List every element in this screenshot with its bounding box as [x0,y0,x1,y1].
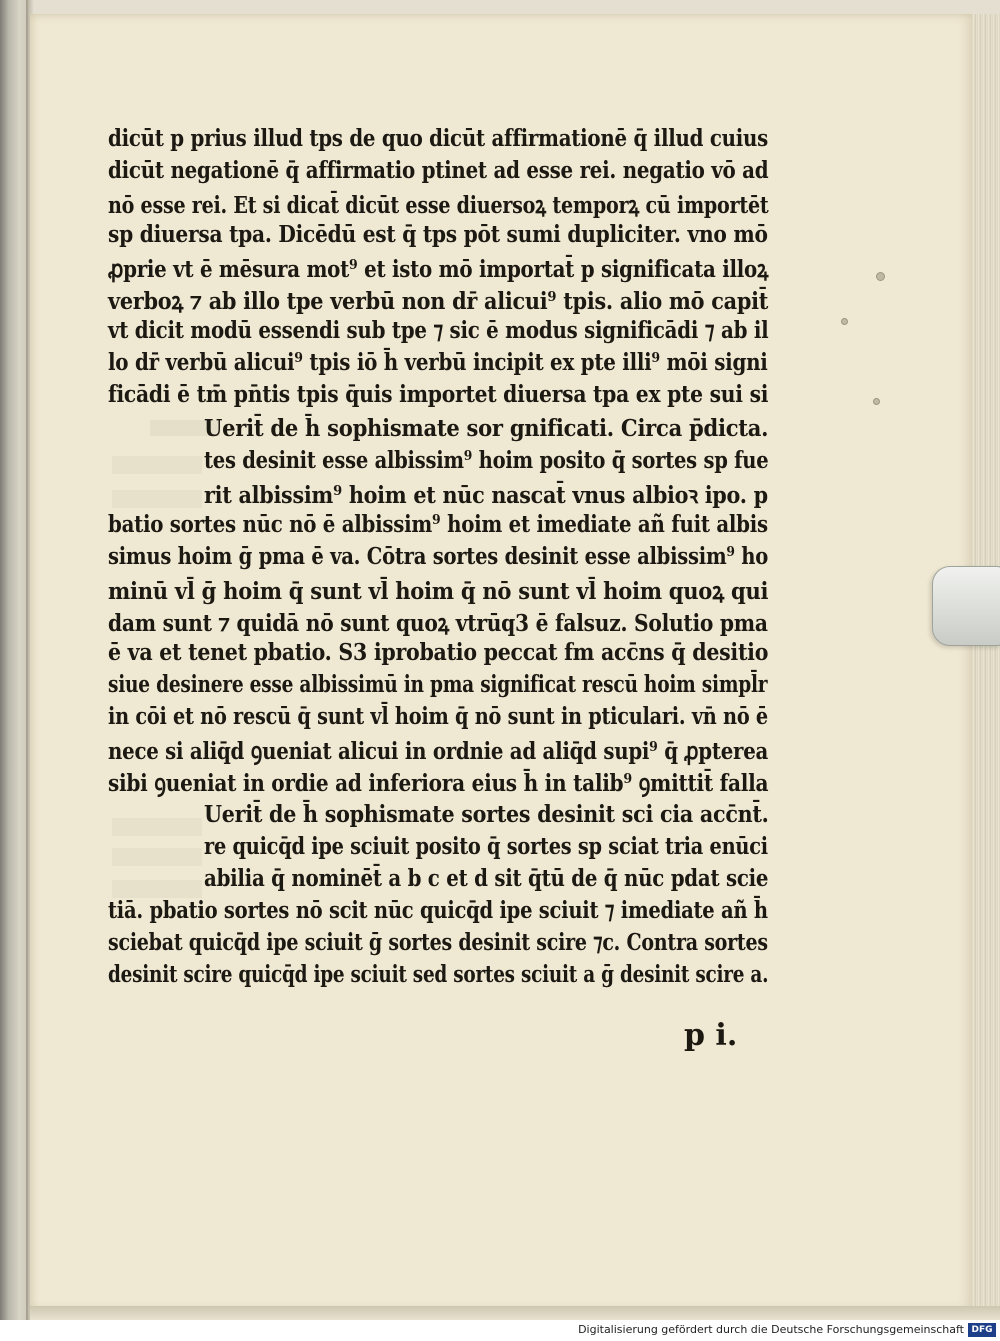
text-line: vt dicit modū essendi sub tpe ⁊ sic ē modus significādi ⁊ ab il [108,316,769,344]
text-line: tiā. pbatio sortes nō scit nūc quicq̄d ipe sciuit ⁊ imediate añ h̄ [108,896,768,924]
text-line: lo dr̄ verbū alicui⁹ tpis iō h̄ verbū incipit ex pte illi⁹ mōi signi [108,348,768,376]
text-line: abilia q̄ nominēt̄ a b c et d sit q̄tū de q̄ nūc pdat scie [204,864,769,892]
text-line: dicūt negationē q̄ affirmatio ptinet ad esse rei. negatio vō ad [108,156,769,184]
text-line: verboꝝ ⁊ ab illo tpe verbū non dr̄ alicui⁹ tpis. alio mō capit̄ [108,287,769,315]
footer-bar [0,1320,1000,1341]
bleed-through [112,490,202,508]
text-line: sp diuersa tpa. Dicēdū est q̄ tps pōt sumi dupliciter. vno mō [108,220,768,248]
bottom-edge [30,1306,1000,1320]
text-line: desinit scire quicq̄d ipe sciuit sed sortes sciuit a ḡ desinit scire a. [108,960,769,988]
text-line: sibi ꝯueniat in ordie ad inferiora eius h̄ in talib⁹ ꝯmittit̄ falla [108,769,769,797]
text-line: ē va et tenet pbatio. S3 iprobatio peccat fm acc̄ns q̄ desitio [108,638,769,666]
text-line: rit albissim⁹ hoim et nūc nascat̄ vnus albioꝛ ipo. p [204,481,768,509]
bleed-through [112,848,202,866]
text-line: dam sunt ⁊ quidā nō sunt quoꝝ vtrūq3 ē falsuz. Solutio pma [108,609,768,637]
text-line: minū vl̄ ḡ hoim q̄ sunt vl̄ hoim q̄ nō sunt vl̄ hoim quoꝝ qui [108,577,769,605]
text-line: in cōi et nō rescū q̄ sunt vl̄ hoim q̄ nō sunt in pticulari. vn̄ nō ē [108,702,768,730]
paper-speck [873,398,880,405]
book-binding [0,0,28,1320]
signature-mark: p i. [684,1018,738,1053]
bleed-through [112,456,202,474]
text-line: sciebat quicq̄d ipe sciuit ḡ sortes desinit scire ⁊c. Contra sortes [108,928,768,956]
paper-speck [841,318,848,325]
section-heading-line: Uerit̄ de h̄ sophismate sor gnificati. Circa p̄dicta. [204,414,769,442]
text-line: siue desinere esse albissimū in pma significat rescū hoim simpl̄r [108,670,768,698]
dfg-logo: DFG [968,1323,996,1337]
text-line: nō esse rei. Et si dicat̄ dicūt esse diuersoꝝ temporꝝ cū importēt [108,191,769,219]
paper-speck [876,272,885,281]
text-line: simus hoim ḡ pma ē va. Cōtra sortes desinit esse albissim⁹ ho [108,542,769,570]
bleed-through [112,818,202,836]
section-heading-line: Uerit̄ de h̄ sophismate sortes desinit sci cia acc̄nt̄. [204,800,769,828]
fore-edge [972,14,1000,1310]
text-line: ficādi ē tm̄ pn̄tis tpis q̄uis importet diuersa tpa ex pte sui si [108,380,769,408]
text-line: re quicq̄d ipe sciuit posito q̄ sortes sp sciat tria enūci [204,832,768,860]
text-line: dicūt p prius illud tps de quo dicūt affirmationē q̄ illud cuius [108,124,769,152]
text-line: ꝓprie vt ē mēsura mot⁹ et isto mō importat̄ p significata illoꝝ [108,255,769,283]
text-line: batio sortes nūc nō ē albissim⁹ hoim et imediate añ fuit albis [108,510,768,538]
text-line: tes desinit esse albissim⁹ hoim posito q̄ sortes sp fue [204,446,769,474]
page-clip-tab [932,566,1000,646]
funding-credit: Digitalisierung gefördert durch die Deutsche Forschungsgemeinschaft [578,1323,964,1336]
text-line: nece si aliq̄d ꝯueniat alicui in ordnie ad aliq̄d supi⁹ q̄ ꝓpterea [108,737,769,765]
